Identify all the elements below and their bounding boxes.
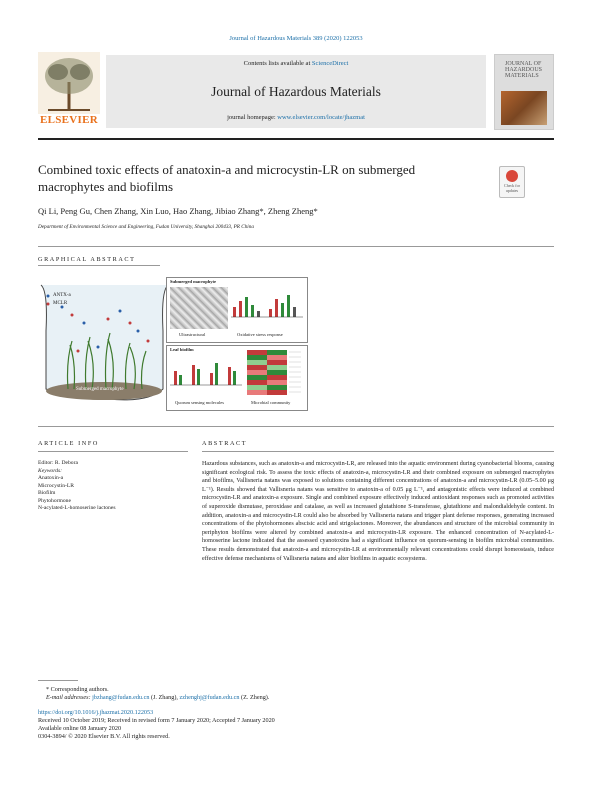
graphical-abstract-heading: GRAPHICAL ABSTRACT bbox=[38, 256, 136, 263]
keyword-item: Phytohormone bbox=[38, 497, 71, 504]
crossmark-badge[interactable] bbox=[499, 166, 525, 198]
abstract-heading: ABSTRACT bbox=[202, 440, 248, 447]
paper-title: Combined toxic effects of anatoxin-a and microcystin-LR on submerged macrophytes and biofilms bbox=[38, 162, 416, 194]
sciencedirect-link[interactable]: ScienceDirect bbox=[311, 60, 349, 67]
homepage-link[interactable]: www.elsevier.com/locate/jhazmat bbox=[277, 114, 365, 121]
panel1-sub2: Oxidative stress response bbox=[237, 332, 283, 337]
section-divider-2 bbox=[38, 426, 554, 427]
oxidative-stress-bars bbox=[231, 287, 303, 329]
article-info-column bbox=[38, 460, 188, 513]
header-divider bbox=[38, 138, 554, 140]
legend-atx: ANTX-a bbox=[53, 293, 71, 298]
homepage-line bbox=[106, 114, 486, 121]
panel2-sub1: Quorum sensing molecules bbox=[175, 400, 224, 405]
cover-image bbox=[501, 91, 547, 125]
quorum-sensing-bars bbox=[170, 355, 242, 397]
copyright-line: 0304-3894/ © 2020 Elsevier B.V. All rights reserved. bbox=[38, 733, 170, 741]
elsevier-logo bbox=[38, 52, 100, 128]
panel1-sub1: Ultrastructural bbox=[179, 332, 206, 337]
email2-name: (Z. Zheng). bbox=[239, 694, 270, 702]
email-link-zheng[interactable]: zzhenghj@fudan.edu.cn bbox=[179, 694, 240, 702]
article-info-heading: ARTICLE INFO bbox=[38, 440, 99, 447]
keywords-label: Keywords: bbox=[38, 467, 63, 474]
editor-line: Editor: R. Debora bbox=[38, 460, 78, 466]
article-info-rule bbox=[38, 451, 188, 452]
keyword-item: Microcystin-LR bbox=[38, 482, 75, 489]
microbial-heatmap bbox=[247, 350, 303, 400]
email-label: E-mail addresses: bbox=[46, 694, 93, 702]
legend-mclr: MCLR bbox=[53, 301, 68, 306]
graphical-abstract-figure bbox=[38, 271, 308, 411]
doi-link[interactable]: https://doi.org/10.1016/j.jhazmat.2020.122053 bbox=[38, 708, 154, 716]
tank-label: Submerged macrophyte bbox=[76, 387, 124, 392]
ultrastructure-image bbox=[170, 287, 228, 329]
homepage-prefix: journal homepage: bbox=[227, 114, 278, 121]
crossmark-label: Check for updates bbox=[504, 183, 520, 193]
section-divider bbox=[38, 246, 554, 247]
ga-heading-rule bbox=[38, 265, 160, 266]
panel2-sub2: Microbial community bbox=[251, 400, 291, 405]
corresponding-note: * Corresponding authors. bbox=[46, 686, 109, 693]
panel1-title: Submerged macrophyte bbox=[170, 279, 217, 284]
online-line: Available online 08 January 2020 bbox=[38, 725, 122, 733]
contents-line bbox=[106, 60, 486, 67]
keyword-item: Biofilm bbox=[38, 490, 56, 496]
footnotes bbox=[38, 686, 554, 742]
received-line: Received 10 October 2019; Received in revised form 7 January 2020; Accepted 7 January 2020 bbox=[38, 716, 275, 724]
cover-title: JOURNAL OF HAZARDOUS MATERIALS bbox=[505, 61, 543, 79]
contents-prefix: Contents lists available at bbox=[243, 60, 312, 67]
elsevier-tree-icon bbox=[38, 52, 100, 114]
panel2-title: Leaf biofilm bbox=[170, 347, 194, 352]
affiliation: Department of Environmental Science and Engineering, Fudan University, Shanghai 200433, PR China bbox=[38, 224, 254, 230]
crossmark-icon bbox=[506, 170, 518, 182]
journal-cover-thumbnail[interactable] bbox=[494, 54, 554, 130]
email1-name: (J. Zhang), bbox=[149, 694, 180, 702]
abstract-rule bbox=[202, 451, 554, 452]
email-link-zhang[interactable]: jbzhang@fudan.edu.cn bbox=[92, 694, 150, 702]
keyword-item: N-acylated-L-homoserine lactones bbox=[38, 505, 116, 511]
elsevier-wordmark: ELSEVIER bbox=[39, 114, 99, 126]
footnote-rule bbox=[38, 680, 78, 681]
biofilm-panel bbox=[166, 345, 308, 411]
journal-title: Journal of Hazardous Materials bbox=[211, 84, 381, 99]
journal-reference[interactable]: Journal of Hazardous Materials 389 (2020) 122053 bbox=[229, 35, 363, 42]
author-list: Qi Li, Peng Gu, Chen Zhang, Xin Luo, Hao Zhang, Jibiao Zhang*, Zheng Zheng* bbox=[38, 206, 318, 216]
email-line bbox=[38, 694, 554, 702]
keyword-item: Anatoxin-a bbox=[38, 475, 64, 481]
macrophyte-panel bbox=[166, 277, 308, 343]
abstract-text: Hazardous substances, such as anatoxin-a and microcystin-LR, are released into the aquatic environment during cyanobacterial blooms, causing significant ecological risk. To assess the toxic effects of anatoxin-a, microcystin-LR and their combined exposure on submerged macrophytes and biofilms, Vallisneria natans was exposed to solutions containing different concentrations of anatoxin-a and microcystin-LR (0.05–5.00 μg L⁻¹). Results showed that Vallisneria natans was sensitive to anatoxin-a of 0.05 μg L⁻¹, and antagonistic effects were induced at combined microcystin-LR and anatoxin-a exposure. Single and combined exposure effectively induced antioxidant responses such as promoted activities of superoxide dismutase, peroxidase and catalase, as well as increased glutathione S-transferase, glutathione and malondialdehyde content. In addition, anatoxin-a and microcystin-LR could also be absorbed by Vallisneria natans and trigger plant defense responses, generating increased concentrations of the phytohormones abscisic acid and strigolactones. Moreover, the abundances and structure of the microbial community in periphyton biofilms were altered by combined anatoxin-a and microcystin-LR exposure. The enhanced concentration of N-acylated-L-homoserine lactone indicated that the assessed cyanotoxins had a significant influence on quorum-sensing in biofilm microbial communities. These results demonstrated that anatoxin-a and microcystin-LR at environmentally relevant concentrations could disrupt homeostasis, induce effective defense mechanisms of Vallisneria natans and alter biofilms in aquatic ecosystems. bbox=[202, 461, 554, 562]
